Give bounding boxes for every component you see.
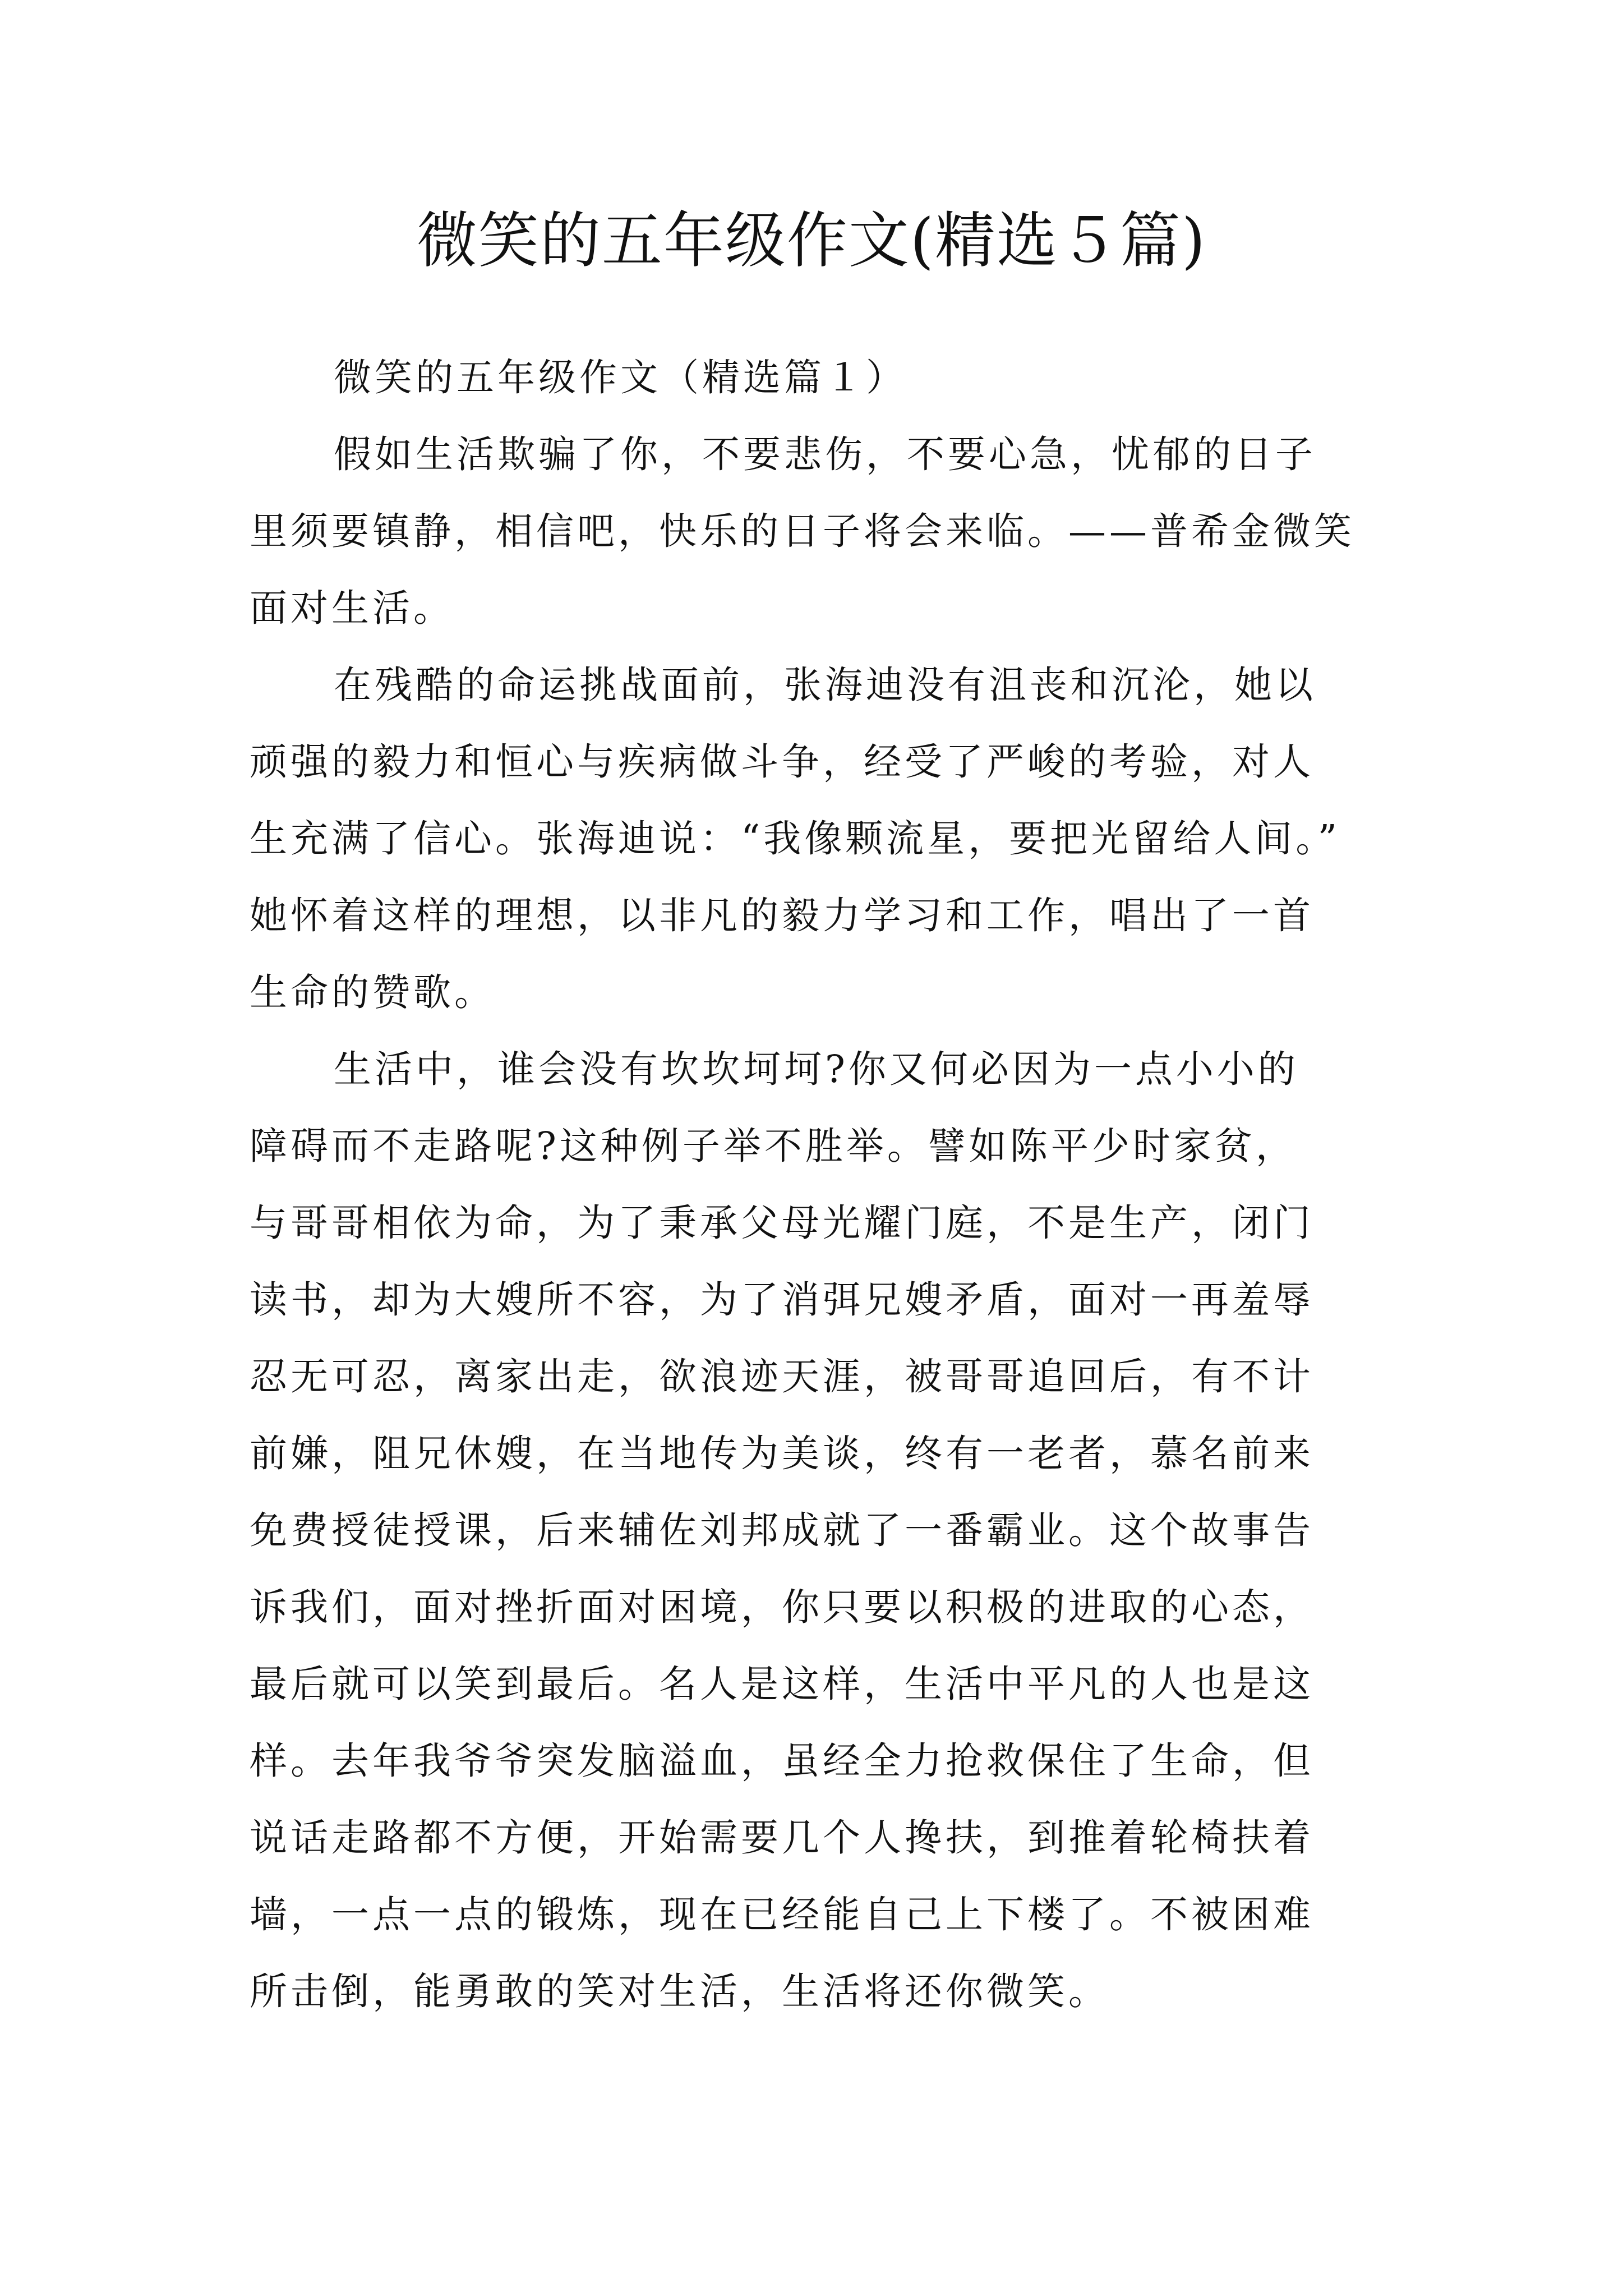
paragraph-line: 诉我们，面对挫折面对困境，你只要以积极的进取的心态， xyxy=(250,1585,1314,1629)
paragraph-line: 说话走路都不方便，开始需要几个人搀扶，到推着轮椅扶着 xyxy=(250,1816,1314,1860)
paragraph-line: 障碍而不走路呢?这种例子举不胜举。譬如陈平少时家贫， xyxy=(250,1124,1297,1168)
paragraph-line: 她怀着这样的理想，以非凡的毅力学习和工作，唱出了一首 xyxy=(250,894,1314,937)
paragraph-line: 读书，却为大嫂所不容，为了消弭兄嫂矛盾，面对一再羞辱 xyxy=(250,1278,1314,1322)
paragraph-first-line: 微笑的五年级作文（精选篇１） xyxy=(334,356,907,399)
paragraph-line: 面对生活。 xyxy=(250,586,454,630)
paragraph-line: 样。去年我爷爷突发脑溢血，虽经全力抢救保住了生命，但 xyxy=(250,1739,1314,1783)
paragraph-line: 与哥哥相依为命，为了秉承父母光耀门庭，不是生产，闭门 xyxy=(250,1201,1314,1245)
paragraph-first-line: 在残酷的命运挑战面前，张海迪没有沮丧和沉沦，她以 xyxy=(334,663,1316,707)
paragraph-first-line: 假如生活欺骗了你，不要悲伤，不要心急，忧郁的日子 xyxy=(334,432,1316,476)
paragraph-line: 前嫌，阻兄休嫂，在当地传为美谈，终有一老者，慕名前来 xyxy=(250,1432,1314,1475)
paragraph-line: 顽强的毅力和恒心与疾病做斗争，经受了严峻的考验，对人 xyxy=(250,740,1314,784)
paragraph-line: 所击倒，能勇敢的笑对生活，生活将还你微笑。 xyxy=(250,1970,1109,2013)
paragraph-line: 最后就可以笑到最后。名人是这样，生活中平凡的人也是这 xyxy=(250,1662,1314,1706)
document-title: 微笑的五年级作文(精选５篇) xyxy=(416,206,1207,276)
paragraph-line: 生命的赞歌。 xyxy=(250,970,495,1014)
paragraph-line: 墙，一点一点的锻炼，现在已经能自己上下楼了。不被困难 xyxy=(250,1893,1314,1936)
paragraph-line: 里须要镇静，相信吧，快乐的日子将会来临。——普希金微笑 xyxy=(250,509,1355,553)
document-body xyxy=(250,339,1394,2030)
paragraph-first-line: 生活中，谁会没有坎坎坷坷?你又何必因为一点小小的 xyxy=(334,1047,1299,1091)
paragraph-line: 生充满了信心。张海迪说：“我像颗流星，要把光留给人间。” xyxy=(250,817,1341,861)
paragraph-line: 免费授徒授课，后来辅佐刘邦成就了一番霸业。这个故事告 xyxy=(250,1508,1314,1552)
paragraph-line: 忍无可忍，离家出走，欲浪迹天涯，被哥哥追回后，有不计 xyxy=(250,1355,1314,1398)
